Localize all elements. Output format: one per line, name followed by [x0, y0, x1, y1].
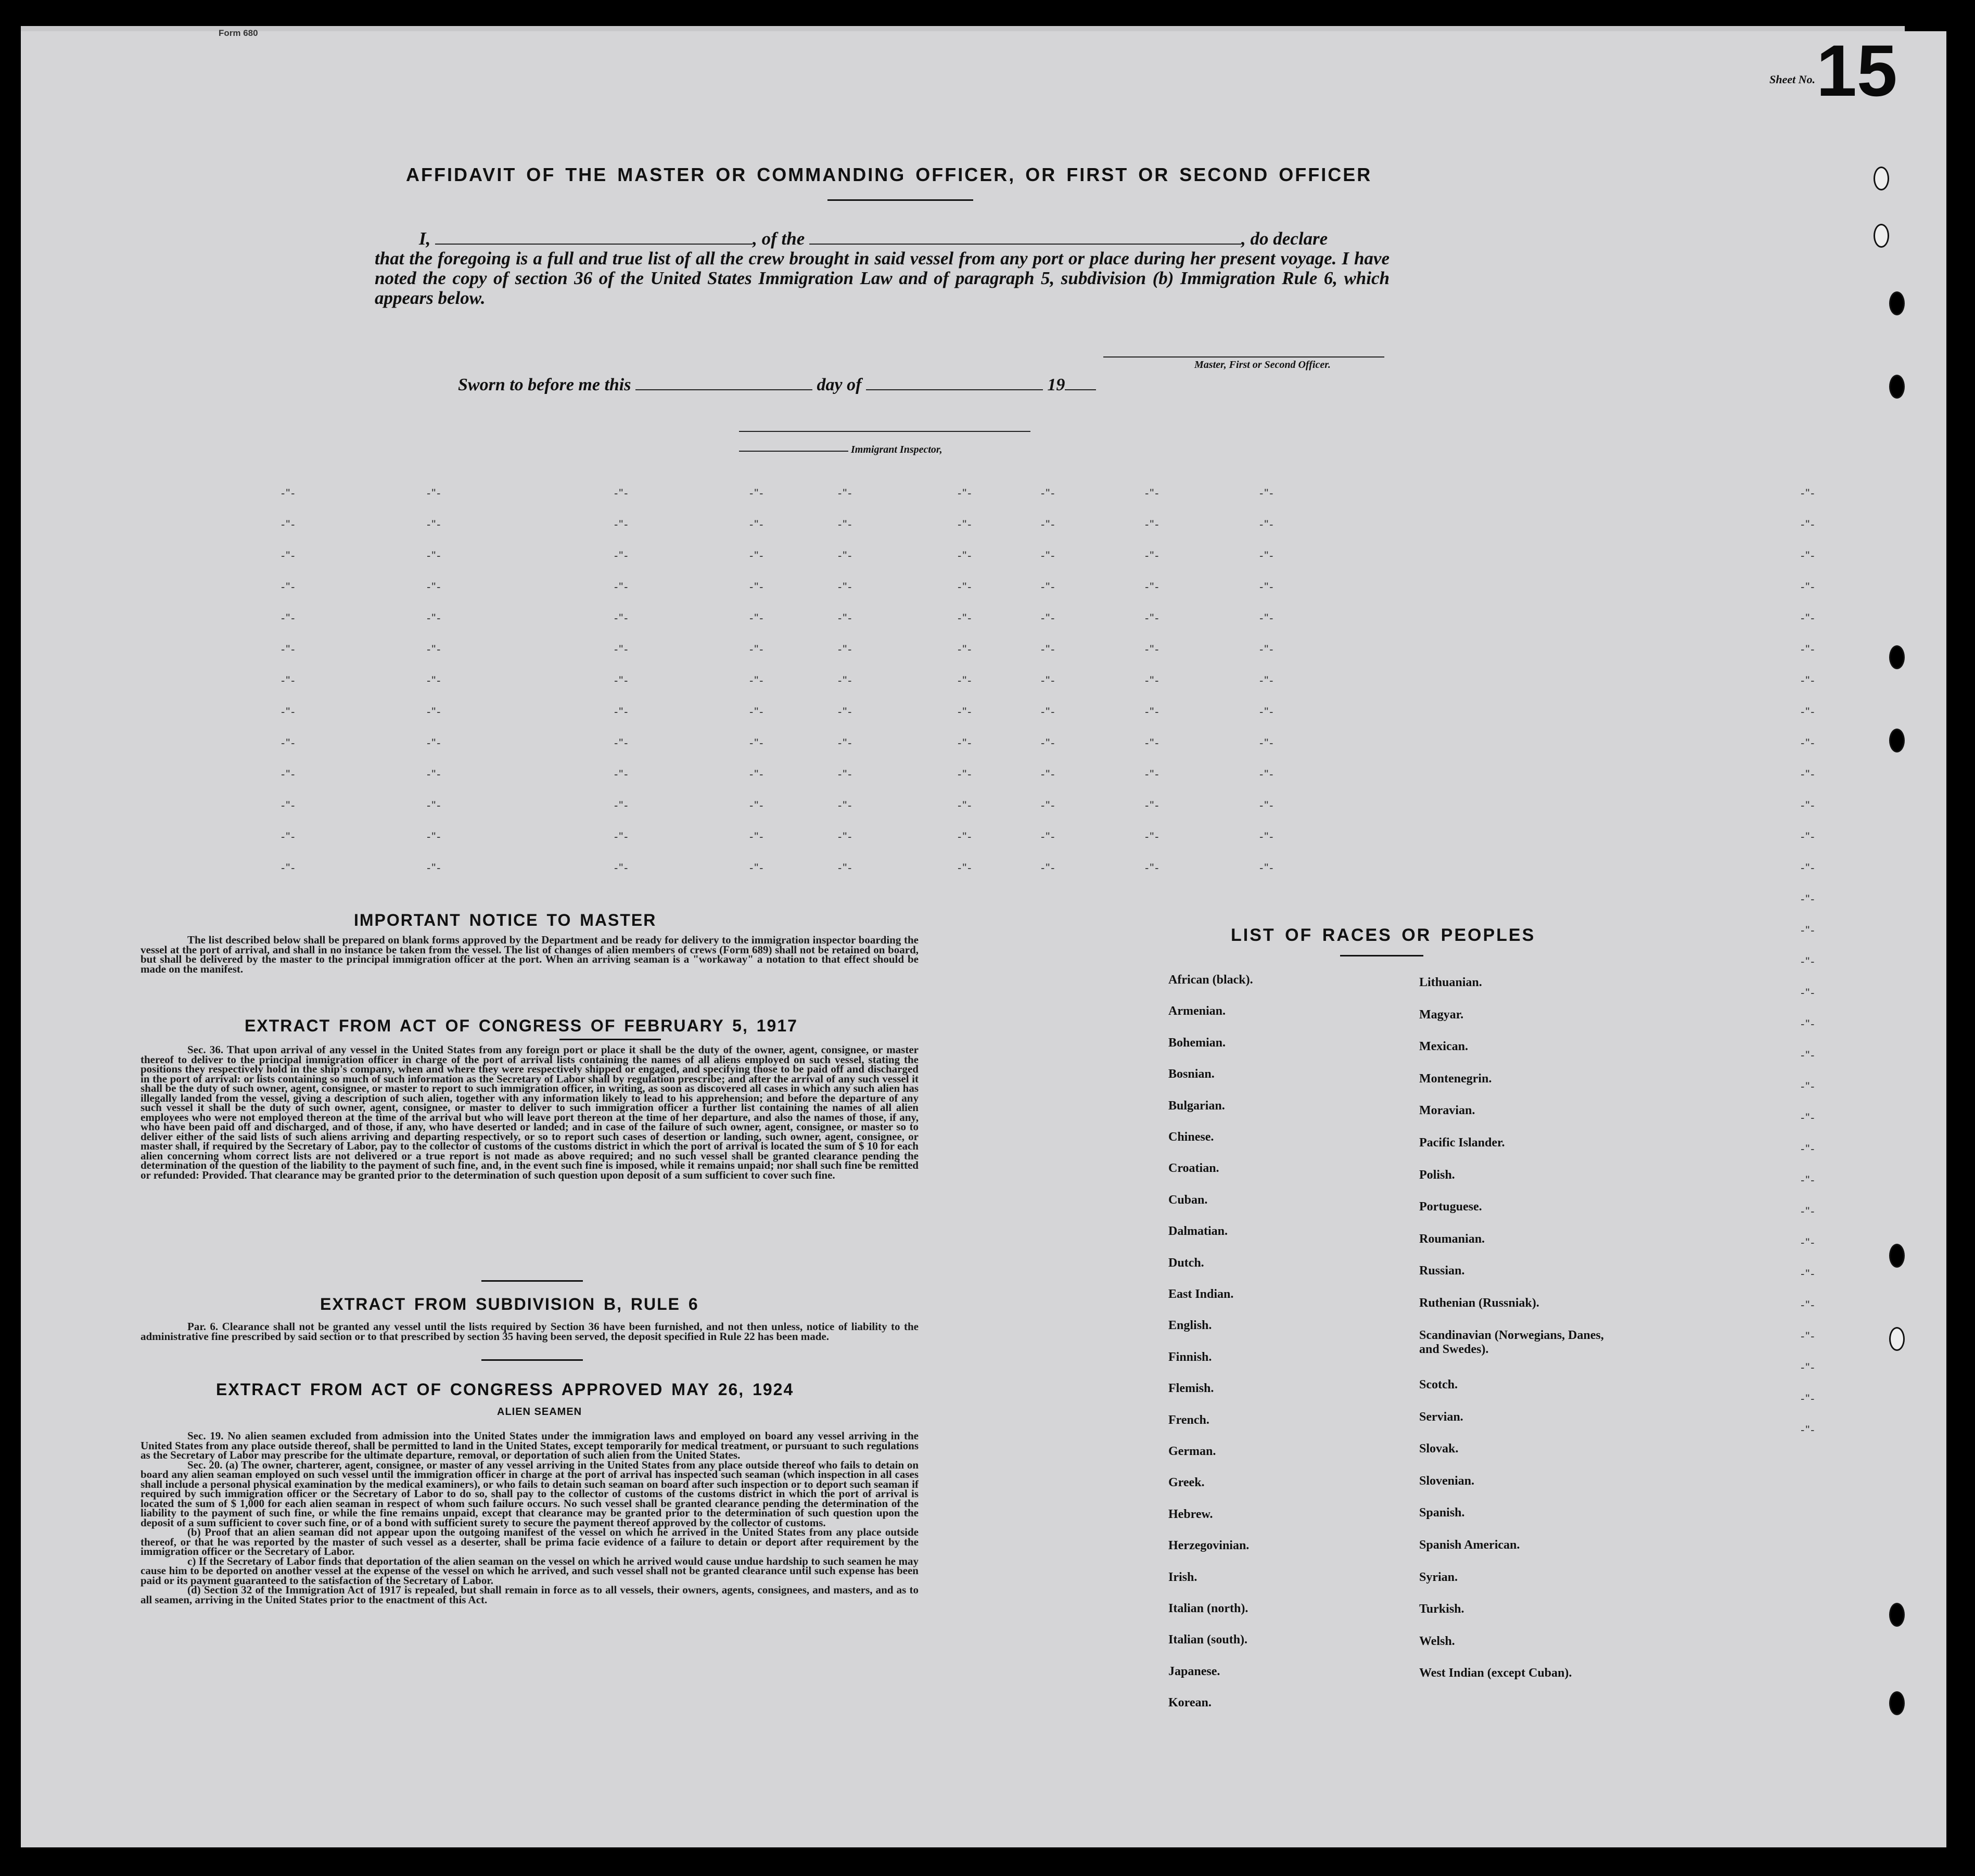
ditto-mark: -"- [281, 643, 296, 656]
ditto-mark: -"- [1259, 580, 1275, 593]
ditto-mark: -"- [1145, 830, 1160, 843]
ditto-mark: -"- [838, 611, 853, 624]
section-paragraph: c) If the Secretary of Labor finds that deportation of the alien seaman on the vessel on which he arrived would cause undue hardship to such seamen he may cause him to be deported on another vessel at the expense of the vessel on which he arrived, and such vessel shall not be granted clearance until such expense has been paid or its payment guaranteed to the satisfaction of the Secretary of Labor. [141, 1554, 919, 1587]
ditto-mark: -"- [1259, 736, 1275, 749]
race-entry: Magyar. [1419, 1007, 1464, 1022]
ditto-mark: -"- [281, 580, 296, 593]
sheet-label: Sheet No. [1769, 73, 1815, 86]
title-rule [827, 199, 973, 201]
punch-hole [1889, 375, 1905, 399]
ditto-mark: -"- [281, 674, 296, 687]
ditto-mark: -"- [1259, 768, 1275, 781]
race-entry: Ruthenian (Russniak). [1419, 1296, 1539, 1310]
ditto-mark: -"- [958, 643, 973, 656]
ditto-mark: -"- [1801, 986, 1816, 999]
race-entry: Russian. [1419, 1264, 1465, 1278]
affidavit-declaration [375, 229, 1390, 308]
race-entry: Bulgarian. [1168, 1099, 1225, 1113]
ditto-mark: -"- [281, 830, 296, 843]
punch-hole [1889, 291, 1905, 315]
ditto-mark: -"- [1801, 611, 1816, 624]
race-entry: Herzegovinian. [1168, 1539, 1250, 1553]
ditto-mark: -"- [1041, 643, 1056, 656]
form-number: Form 680 [219, 28, 258, 38]
ditto-mark: -"- [1801, 1330, 1816, 1343]
ditto-mark: -"- [427, 518, 442, 531]
inspector-signature-field[interactable] [739, 431, 1030, 432]
race-entry: Montenegrin. [1419, 1071, 1492, 1086]
ditto-mark: -"- [1259, 830, 1275, 843]
ditto-mark: -"- [427, 580, 442, 593]
race-entry: Greek. [1168, 1476, 1205, 1490]
race-entry: Dalmatian. [1168, 1224, 1228, 1239]
ditto-mark: -"- [427, 830, 442, 843]
ditto-mark: -"- [614, 580, 629, 593]
ditto-mark: -"- [281, 736, 296, 749]
ditto-mark: -"- [1041, 705, 1056, 718]
race-entry: Scandinavian (Norwegians, Danes, and Swedes). [1419, 1328, 1604, 1356]
declarant-name-field[interactable] [435, 229, 753, 245]
ditto-mark: -"- [958, 487, 973, 500]
race-entry: Bohemian. [1168, 1036, 1226, 1050]
section-paragraph: (b) Proof that an alien seaman did not appear upon the outgoing manifest of the vessel on which he arrived in the United States from any place outside thereof, or that he was reported by the master of such vessel as a deserter, shall be prima facie evidence of a failure to detain or deport after requirement by the immigration officer or the Secretary of Labor. [141, 1526, 919, 1558]
ditto-mark: -"- [1041, 736, 1056, 749]
race-entry: English. [1168, 1319, 1212, 1333]
notice-text [141, 935, 919, 974]
ditto-mark: -"- [427, 736, 442, 749]
of-the-text: , of the [753, 228, 805, 249]
race-entry: East Indian. [1168, 1287, 1234, 1301]
ditto-mark: -"- [1041, 861, 1056, 874]
race-entry: French. [1168, 1413, 1209, 1427]
ditto-mark: -"- [614, 611, 629, 624]
section-paragraph: Sec. 20. (a) The owner, charterer, agent, consignee, or master of any vessel arriving in the United States from any place outside thereof who fails to detain on board any alien seaman employed on such vessel until the immigration officer in charge at the port of arrival has inspected such seaman (which inspection in all cases shall include a personal physical examination by the medical examiners), or who fails to detain such seaman on board after such inspection or to deport such seaman if required by such immigration officer or the Secretary of Labor to do so, shall pay to the collector of customs of the customs district in which the port of arrival is located the sum of $ 1,000 for each alien seaman in respect of whom such failure occurs. No such vessel shall be granted clearance pending the determination of the liability to the payment of such fine, or while the fine remains unpaid, except that clearance may be granted prior to the determination of such question upon the deposit of a sum sufficient to cover such fine, or of a bond with sufficient surety to secure the payment thereof approved by the collector of customs. [141, 1458, 919, 1529]
ditto-mark: -"- [1041, 830, 1056, 843]
ditto-mark: -"- [1801, 924, 1816, 937]
punch-hole [1889, 1603, 1905, 1627]
ditto-mark: -"- [1801, 580, 1816, 593]
ditto-mark: -"- [1801, 736, 1816, 749]
alien-seamen-subtitle: ALIEN SEAMEN [497, 1406, 582, 1418]
notice-paragraph: The list described below shall be prepared on blank forms approved by the Department and be ready for delivery to the immigration inspector boarding the vessel at the port of arrival, and shall in no instance be taken from the vessel. The list of changes of alien members of crews (Form 689) shall not be retained on board, but shall be delivered by the master to the principal immigration officer at the port. When an arriving seaman is a "workaway" a notation to that effect should be made on the manifest. [141, 934, 919, 975]
race-entry: Irish. [1168, 1570, 1197, 1584]
ditto-mark: -"- [1259, 643, 1275, 656]
ditto-mark: -"- [749, 705, 764, 718]
ditto-mark: -"- [1259, 518, 1275, 531]
paragraph-6: Par. 6. Clearance shall not be granted any vessel until the lists required by Section 36 have been furnished, and not then unless, notice of liability to the administrative fine prescribed by said section or to that prescribed by section 35 having been served, the deposit specified in Rule 22 has been made. [141, 1320, 919, 1343]
ditto-mark: -"- [614, 736, 629, 749]
ditto-mark: -"- [1259, 705, 1275, 718]
inspector-caption: Immigrant Inspector, [851, 444, 942, 455]
ditto-mark: -"- [1041, 487, 1056, 500]
race-entry: Dutch. [1168, 1256, 1204, 1270]
race-entry: Italian (north). [1168, 1602, 1248, 1615]
extract-1924-text [141, 1431, 919, 1604]
race-entry: Roumanian. [1419, 1232, 1485, 1246]
punch-hole [1874, 167, 1889, 190]
ditto-mark: -"- [1801, 861, 1816, 874]
ditto-mark: -"- [1801, 549, 1816, 562]
ditto-mark: -"- [838, 518, 853, 531]
race-entry: Cuban. [1168, 1193, 1208, 1207]
ditto-mark: -"- [1801, 1298, 1816, 1311]
ditto-mark: -"- [749, 768, 764, 781]
ditto-mark: -"- [614, 768, 629, 781]
ditto-mark: -"- [427, 799, 442, 812]
ditto-mark: -"- [1801, 1049, 1816, 1062]
ditto-mark: -"- [749, 736, 764, 749]
ditto-mark: -"- [1041, 611, 1056, 624]
ditto-mark: -"- [1145, 674, 1160, 687]
ditto-mark: -"- [281, 611, 296, 624]
ditto-mark: -"- [281, 518, 296, 531]
ditto-mark: -"- [1041, 799, 1056, 812]
extract-rule6-text [141, 1322, 919, 1341]
ditto-mark: -"- [749, 861, 764, 874]
declarant-i: I, [419, 228, 431, 249]
ditto-mark: -"- [1801, 830, 1816, 843]
ditto-mark: -"- [1145, 580, 1160, 593]
ditto-mark: -"- [1801, 1392, 1816, 1405]
ditto-mark: -"- [614, 643, 629, 656]
ditto-mark: -"- [1801, 1267, 1816, 1280]
ditto-mark: -"- [958, 518, 973, 531]
ditto-mark: -"- [1041, 518, 1056, 531]
extract-1917-end-rule [481, 1280, 583, 1282]
ditto-mark: -"- [749, 580, 764, 593]
race-entry: West Indian (except Cuban). [1419, 1666, 1572, 1680]
ditto-mark: -"- [1041, 549, 1056, 562]
year-prefix: 19 [1047, 375, 1065, 394]
ditto-mark: -"- [1801, 892, 1816, 905]
vessel-name-field[interactable] [809, 229, 1241, 245]
sheet-number: 15 [1816, 30, 1897, 111]
race-entry: Pacific Islander. [1419, 1136, 1505, 1150]
section-36-paragraph: Sec. 36. That upon arrival of any vessel in the United States from any foreign port or place it shall be the duty of the owner, agent, consignee, or master thereof to deliver to the principal immigration officer in charge of the port of arrival lists containing the names of all aliens employed on such vessel, stating the positions they respectively hold in the ship's company, when and where they were respectively shipped or engaged, and specifying those to be paid off and discharged in the port of arrival: or lists containing so much of such information as the Secretary of Labor shall by regulation prescribe; and after the arrival of any such vessel it shall be the duty of such owner, agent, consignee, or master to report to such immigration officer, in writing, as soon as discovered all cases in which any such alien has illegally landed from the vessel, giving a description of such alien, together with any information likely to lead to his apprehension; and before the departure of any such vessel it shall be the duty of such owner, agent, consignee, or master to deliver to such immigration officer a further list containing the names of all alien employees who were not employed thereon at the time of the arrival but who will leave port thereon at the time of her departure, and also the names of those, if any, who have been paid off and discharged, and of those, if any, who have deserted or landed; and in case of the failure of such owner, agent, consignee, or master so to deliver either of the said lists of such aliens arriving and departing respectively, or so to report such cases of desertion or landing, such owner, agent, consignee, or master shall, if required by the Secretary of Labor, pay to the collector of customs of the customs district in which the port of arrival is located the sum of $ 10 for each alien concerning whom correct lists are not delivered or a true report is not made as above required; and no such vessel shall be granted clearance pending the determination of the question of the liability to the payment of such fine, and, in the event such fine is imposed, while it remains unpaid; nor shall such fine be remitted or refunded: Provided. That clearance may be granted prior to the determination of such question upon deposit of a sum sufficient to cover such fine. [141, 1043, 919, 1181]
ditto-mark: -"- [1259, 674, 1275, 687]
ditto-mark: -"- [614, 705, 629, 718]
sworn-year-field[interactable] [1065, 375, 1096, 390]
signature-caption: Master, First or Second Officer. [1194, 359, 1331, 371]
ditto-mark: -"- [1801, 1111, 1816, 1124]
ditto-mark: -"- [749, 487, 764, 500]
ditto-mark: -"- [1259, 549, 1275, 562]
sworn-prefix: Sworn to before me this [458, 375, 631, 394]
ditto-mark: -"- [749, 518, 764, 531]
ditto-mark: -"- [1041, 768, 1056, 781]
ditto-mark: -"- [749, 799, 764, 812]
ditto-mark: -"- [958, 705, 973, 718]
sworn-statement [458, 375, 1096, 395]
race-entry: Italian (south). [1168, 1633, 1248, 1647]
ditto-mark: -"- [1259, 487, 1275, 500]
ditto-mark: -"- [427, 487, 442, 500]
extract-rule6-end-rule [481, 1359, 583, 1361]
ditto-mark: -"- [427, 768, 442, 781]
ditto-mark: -"- [1801, 705, 1816, 718]
punch-hole [1889, 1691, 1905, 1715]
ditto-mark: -"- [614, 674, 629, 687]
ditto-mark: -"- [958, 580, 973, 593]
notice-title: IMPORTANT NOTICE TO MASTER [354, 911, 657, 929]
punch-hole [1889, 645, 1905, 669]
ditto-mark: -"- [958, 611, 973, 624]
master-signature-field[interactable] [1103, 356, 1384, 358]
ditto-mark: -"- [749, 549, 764, 562]
extract-1917-rule [559, 1039, 661, 1040]
race-entry: Mexican. [1419, 1040, 1468, 1054]
ditto-mark: -"- [281, 549, 296, 562]
ditto-mark: -"- [1145, 736, 1160, 749]
race-entry: Flemish. [1168, 1382, 1214, 1396]
ditto-mark: -"- [614, 830, 629, 843]
ditto-mark: -"- [1145, 487, 1160, 500]
race-entry: Japanese. [1168, 1664, 1220, 1678]
extract-rule6-title: EXTRACT FROM SUBDIVISION B, RULE 6 [320, 1295, 699, 1313]
race-entry: Spanish American. [1419, 1538, 1520, 1552]
race-entry: Portuguese. [1419, 1200, 1482, 1214]
ditto-mark: -"- [958, 674, 973, 687]
ditto-mark: -"- [1145, 705, 1160, 718]
ditto-mark: -"- [749, 674, 764, 687]
ditto-mark: -"- [1145, 611, 1160, 624]
ditto-mark: -"- [614, 518, 629, 531]
race-entry: Chinese. [1168, 1130, 1214, 1144]
ditto-mark: -"- [1801, 1205, 1816, 1218]
race-entry: Scotch. [1419, 1378, 1458, 1392]
punch-hole [1889, 1327, 1905, 1351]
ditto-mark: -"- [1145, 643, 1160, 656]
race-entry: Servian. [1419, 1410, 1463, 1424]
ditto-mark: -"- [838, 487, 853, 500]
ditto-mark: -"- [281, 487, 296, 500]
ditto-mark: -"- [281, 768, 296, 781]
ditto-mark: -"- [838, 830, 853, 843]
ditto-mark: -"- [958, 830, 973, 843]
extract-1917-title: EXTRACT FROM ACT OF CONGRESS OF FEBRUARY 5, 1917 [245, 1016, 798, 1035]
ditto-mark: -"- [749, 643, 764, 656]
punch-hole [1889, 729, 1905, 752]
ditto-mark: -"- [838, 674, 853, 687]
ditto-mark: -"- [1259, 861, 1275, 874]
ditto-mark: -"- [958, 861, 973, 874]
ditto-mark: -"- [281, 861, 296, 874]
ditto-mark: -"- [1801, 955, 1816, 968]
ditto-mark: -"- [281, 705, 296, 718]
ditto-mark: -"- [1801, 487, 1816, 500]
day-of-text: day of [817, 375, 862, 394]
race-entry: Spanish. [1419, 1506, 1465, 1520]
ditto-mark: -"- [1801, 768, 1816, 781]
race-entry: Finnish. [1168, 1350, 1212, 1364]
ditto-mark: -"- [838, 643, 853, 656]
ditto-mark: -"- [1041, 674, 1056, 687]
ditto-mark: -"- [1801, 674, 1816, 687]
section-paragraph: Sec. 19. No alien seamen excluded from admission into the United States under the immigration laws and employed on board any vessel arriving in the United States from any place outside thereof, shall be permitted to land in the United States, except temporarily for medical treatment, or pursuant to such regulations as the Secretary of Labor may prescribe for the ultimate departure, removal, or deportation of such alien from the United States. [141, 1430, 919, 1461]
punch-hole [1889, 1244, 1905, 1268]
race-entry: Armenian. [1168, 1004, 1226, 1018]
race-entry: Croatian. [1168, 1162, 1219, 1176]
ditto-mark: -"- [427, 549, 442, 562]
ditto-mark: -"- [838, 768, 853, 781]
ditto-mark: -"- [1259, 799, 1275, 812]
ditto-mark: -"- [838, 580, 853, 593]
ditto-mark: -"- [838, 736, 853, 749]
ditto-mark: -"- [614, 487, 629, 500]
ditto-mark: -"- [427, 674, 442, 687]
ditto-mark: -"- [1801, 1173, 1816, 1186]
ditto-mark: -"- [427, 643, 442, 656]
ditto-mark: -"- [427, 705, 442, 718]
punch-hole [1874, 224, 1889, 248]
ditto-mark: -"- [614, 861, 629, 874]
ditto-mark: -"- [1801, 799, 1816, 812]
ditto-mark: -"- [1145, 518, 1160, 531]
race-entry: African (black). [1168, 973, 1253, 987]
ditto-mark: -"- [838, 799, 853, 812]
ditto-mark: -"- [838, 549, 853, 562]
ditto-mark: -"- [958, 799, 973, 812]
race-entry: Slovenian. [1419, 1474, 1475, 1488]
race-entry: Bosnian. [1168, 1067, 1215, 1081]
ditto-mark: -"- [427, 861, 442, 874]
inspector-signature-underline [739, 451, 848, 452]
races-title-rule [1340, 955, 1423, 956]
race-entry: German. [1168, 1445, 1216, 1458]
ditto-mark: -"- [958, 549, 973, 562]
ditto-mark: -"- [1801, 1361, 1816, 1374]
ditto-mark: -"- [838, 861, 853, 874]
ditto-mark: -"- [838, 705, 853, 718]
race-entry: Slovak. [1419, 1442, 1459, 1456]
section-paragraph: (d) Section 32 of the Immigration Act of 1917 is repealed, but shall remain in force as to all vessels, their owners, agents, consignees, and masters, and as to all seamen, arriving in the United States prior to the enactment of this Act. [141, 1584, 919, 1606]
ditto-mark: -"- [427, 611, 442, 624]
ditto-mark: -"- [1145, 768, 1160, 781]
race-entry: Polish. [1419, 1168, 1455, 1182]
ditto-mark: -"- [1145, 861, 1160, 874]
ditto-mark: -"- [1041, 580, 1056, 593]
ditto-mark: -"- [958, 768, 973, 781]
ditto-mark: -"- [1801, 1142, 1816, 1155]
race-entry: Turkish. [1419, 1602, 1464, 1616]
ditto-mark: -"- [1145, 549, 1160, 562]
ditto-mark: -"- [1801, 518, 1816, 531]
races-title: LIST OF RACES OR PEOPLES [1231, 925, 1536, 945]
ditto-mark: -"- [749, 611, 764, 624]
do-declare-text: , do declare [1241, 228, 1328, 249]
ditto-mark: -"- [749, 830, 764, 843]
ditto-mark: -"- [1801, 1080, 1816, 1093]
race-entry: Welsh. [1419, 1634, 1455, 1648]
sworn-month-field[interactable] [866, 375, 1043, 390]
ditto-mark: -"- [1801, 643, 1816, 656]
extract-1924-title: EXTRACT FROM ACT OF CONGRESS APPROVED MAY 26, 1924 [216, 1380, 794, 1399]
race-entry: Lithuanian. [1419, 976, 1482, 989]
ditto-mark: -"- [1801, 1423, 1816, 1436]
ditto-mark: -"- [1801, 1236, 1816, 1249]
ditto-mark: -"- [614, 799, 629, 812]
race-entry: Syrian. [1419, 1570, 1458, 1584]
sworn-day-field[interactable] [635, 375, 812, 390]
declaration-body: that the foregoing is a full and true list of all the crew brought in said vessel from any port or place during her present voyage. I have noted the copy of section 36 of the United States Immigration Law and of paragraph 5, subdivision (b) Immigration Rule 6, which appears below. [375, 248, 1390, 308]
race-entry: Hebrew. [1168, 1507, 1213, 1521]
ditto-mark: -"- [958, 736, 973, 749]
race-entry: Korean. [1168, 1696, 1212, 1710]
ditto-mark: -"- [281, 799, 296, 812]
ditto-mark: -"- [614, 549, 629, 562]
ditto-mark: -"- [1259, 611, 1275, 624]
affidavit-title: AFFIDAVIT OF THE MASTER OR COMMANDING OFFICER, OR FIRST OR SECOND OFFICER [406, 164, 1372, 185]
ditto-mark: -"- [1801, 1017, 1816, 1030]
race-entry: Moravian. [1419, 1104, 1475, 1118]
ditto-mark: -"- [1145, 799, 1160, 812]
extract-1917-text [141, 1045, 919, 1180]
